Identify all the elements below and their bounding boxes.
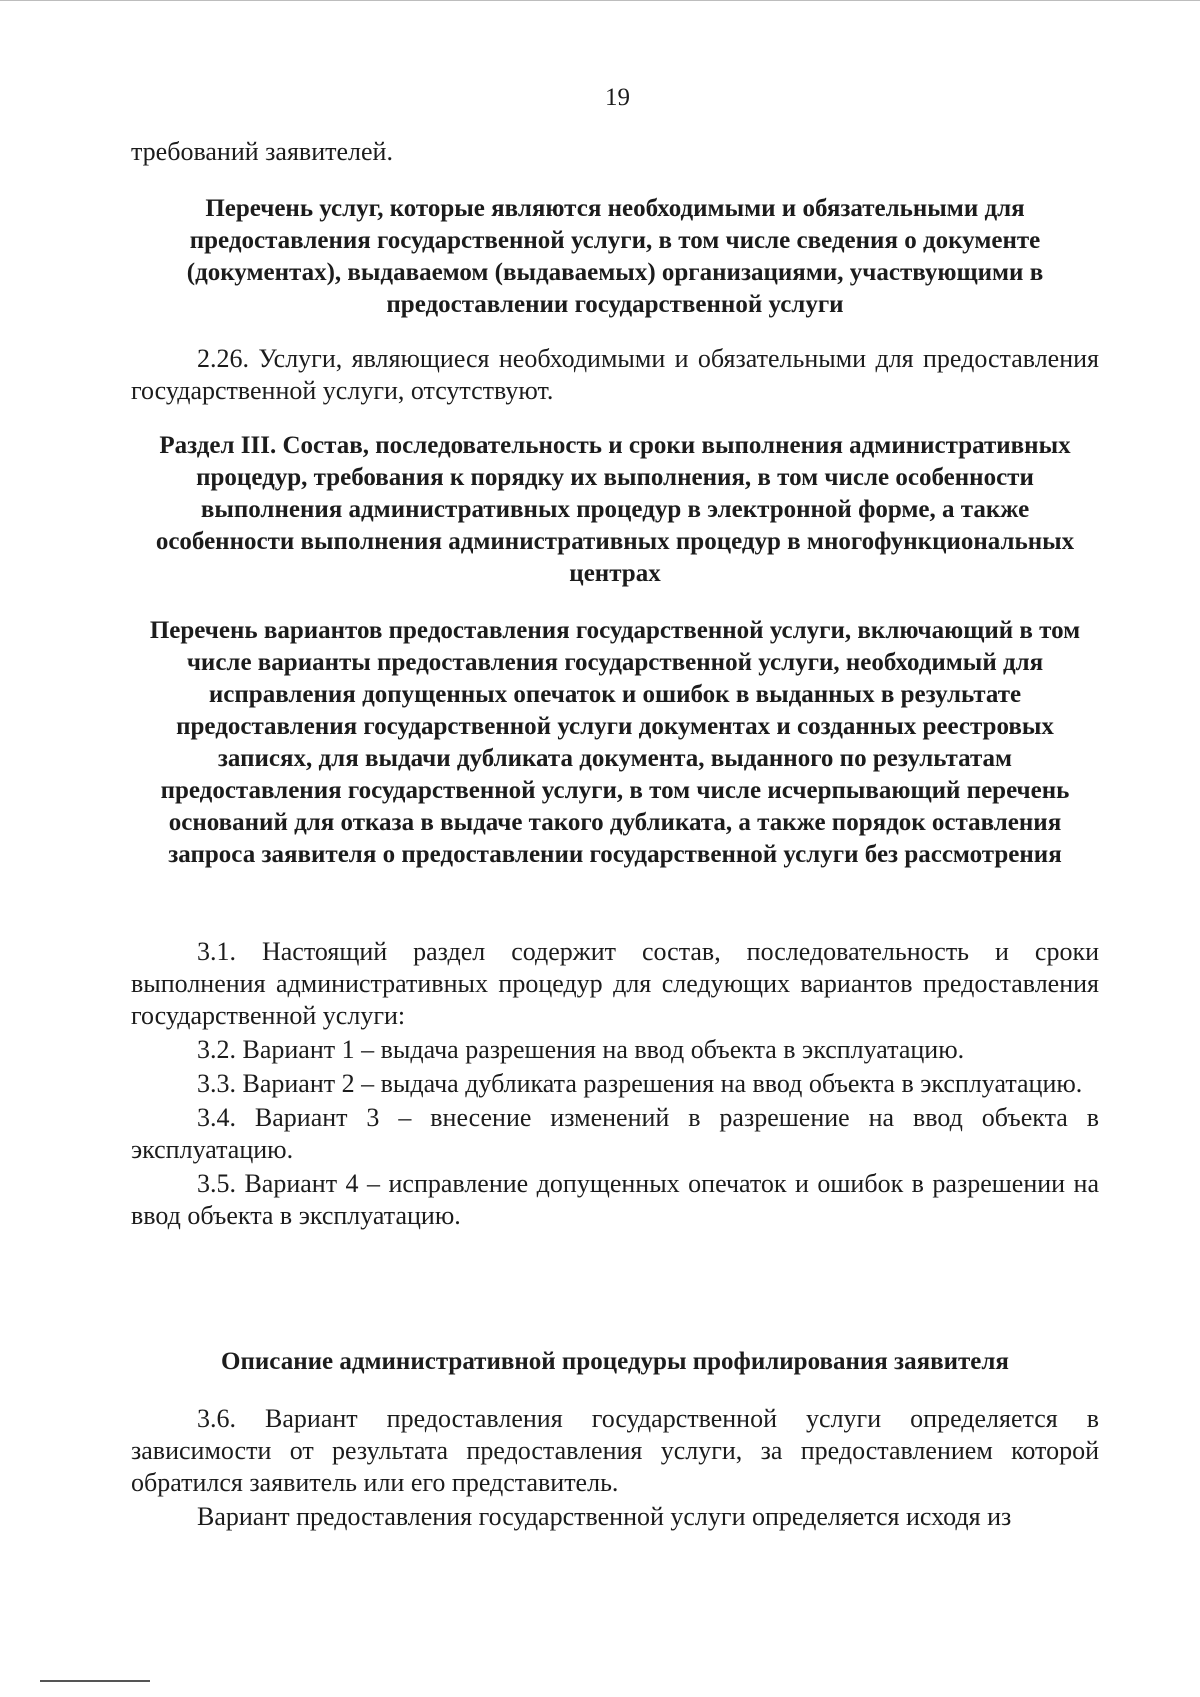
paragraph-3-3: 3.3. Вариант 2 – выдача дубликата разрешения на ввод объекта в эксплуатацию. <box>197 1069 1083 1098</box>
intro-line: требований заявителей. <box>131 137 393 166</box>
paragraph-variant-determination: Вариант предоставления государственной услуги определяется исходя из <box>197 1502 1012 1531</box>
scan-edge-mark <box>40 1680 150 1682</box>
paragraph-3-6: 3.6. Вариант предоставления государственной услуги определяется в зависимости от результата предоставления услуги, за предоставлением которой обратился заявитель или его представитель. <box>131 1404 1099 1497</box>
intro-line-block <box>131 136 1099 168</box>
paragraph-3-1: 3.1. Настоящий раздел содержит состав, последовательность и сроки выполнения административных процедур для следующих вариантов предоставления государственной услуги: <box>131 937 1099 1030</box>
paragraph-3-5: 3.5. Вариант 4 – исправление допущенных опечаток и ошибок в разрешении на ввод объекта в эксплуатацию. <box>131 1169 1099 1230</box>
paragraph-3-2: 3.2. Вариант 1 – выдача разрешения на ввод объекта в эксплуатацию. <box>197 1035 965 1064</box>
paragraph-2-26: 2.26. Услуги, являющиеся необходимыми и обязательными для предоставления государственной услуги, отсутствуют. <box>131 344 1099 405</box>
heading-section-3: Раздел III. Состав, последовательность и сроки выполнения административных процедур, требования к порядку их выполнения, в том числе особенности выполнения административных процедур в электронной форме, а также особенности выполнения административных процедур в многофункциональных центрах <box>155 432 1075 587</box>
page-top-border <box>0 0 1200 1</box>
profiling-paragraphs <box>131 1403 1099 1533</box>
heading-profiling: Описание административной процедуры профилирования заявителя <box>221 1348 1009 1375</box>
page-number: 19 <box>605 84 630 111</box>
paragraph-2-26-block <box>131 343 1099 407</box>
heading-variants-list: Перечень вариантов предоставления государственной услуги, включающий в том числе варианты предоставления государственной услуги, необходимый для исправления допущенных опечаток и ошибок в выданных в результате предоставления государственной услуги документах и созданных реестровых записях, для выдачи дубликата документа, выданного по результатам предоставления государственной услуги, в том числе исчерпывающий перечень оснований для отказа в выдаче такого дубликата, а также порядок оставления запроса заявителя о предоставлении государственной услуги без рассмотрения <box>149 617 1081 868</box>
heading-services: Перечень услуг, которые являются необходимыми и обязательными для предоставления государственной услуги, в том числе сведения о документе (документах), выдаваемом (выдаваемых) организациями, участвующими в предоставлении государственной услуги <box>186 195 1044 318</box>
section-3-paragraphs <box>131 936 1099 1232</box>
paragraph-3-4: 3.4. Вариант 3 – внесение изменений в разрешение на ввод объекта в эксплуатацию. <box>131 1103 1099 1164</box>
